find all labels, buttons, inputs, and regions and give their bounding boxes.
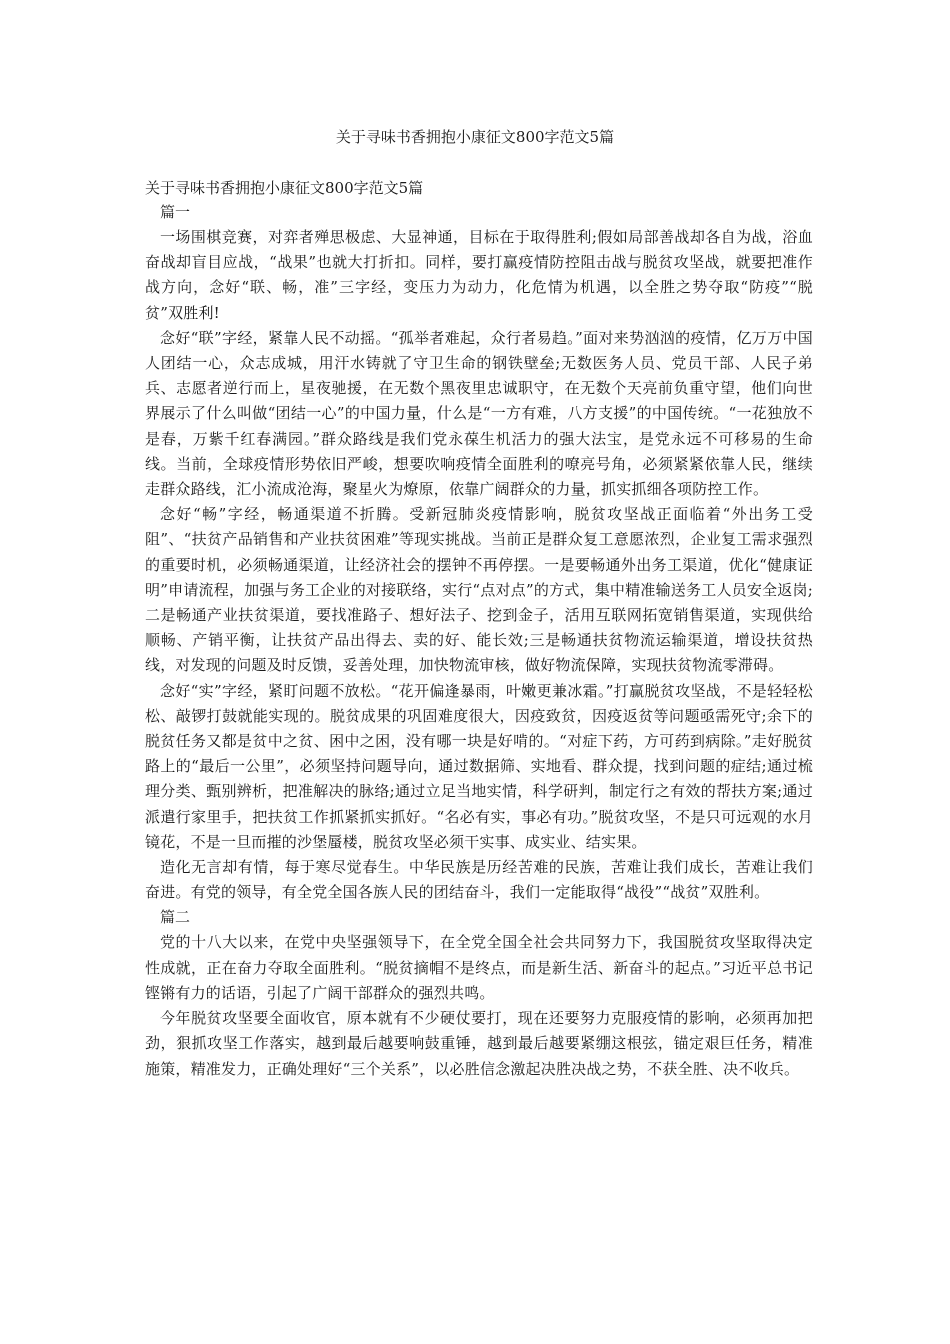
- paragraph: 念好“实”字经，紧盯问题不放松。“花开偏逢暴雨，叶嫩更兼冰霜。”打赢脱贫攻坚战，不是轻轻松松、敲锣打鼓就能实现的。脱贫成果的巩固难度很大，因疫致贫，因疫返贫等问题亟需死守;余下的脱贫任务又都是贫中之贫、困中之困，没有哪一块是好啃的。“对症下药，方可药到病除。”走好脱贫路上的“最后一公里”，必须坚持问题导向，通过数据筛、实地看、群众提，找到问题的症结;通过梳理分类、甄别辨析，把准解决的脉络;通过立足当地实情，科学研判，制定行之有效的帮扶方案;通过派遣行家里手，把扶贫工作抓紧抓实抓好。“名必有实，事必有功。”脱贫攻坚，不是只可远观的水月镜花，不是一旦而摧的沙堡蜃楼，脱贫攻坚必须干实事、成实业、结实果。: [145, 681, 813, 851]
- paragraph: 一场围棋竞赛，对弈者殚思极虑、大显神通，目标在于取得胜利;假如局部善战却各自为战，浴血奋战却盲目应战，“战果”也就大打折扣。同样，要打赢疫情防控阻击战与脱贫攻坚战，就要把准作战方向，念好“联、畅，准”三字经，变压力为动力，化危情为机遇，以全胜之势夺取“防疫”“脱贫”双胜利!: [145, 228, 813, 322]
- document-title: 关于寻味书香拥抱小康征文800字范文5篇: [335, 128, 615, 146]
- document-body: [145, 176, 813, 1082]
- section-2: [145, 905, 813, 1081]
- section-2-heading: 篇二: [160, 908, 191, 927]
- paragraph: 念好“畅”字经，畅通渠道不折腾。受新冠肺炎疫情影响，脱贫攻坚战正面临着“外出务工受阻”、“扶贫产品销售和产业扶贫困难”等现实挑战。当前正是群众复工意愿浓烈，企业复工需求强烈的重要时机，必须畅通渠道，让经济社会的摆钟不再停摆。一是要畅通外出务工渠道，优化“健康证明”申请流程，加强与务工企业的对接联络，实行“点对点”的方式，集中精准输送务工人员安全返岗;二是畅通产业扶贫渠道，要找准路子、想好法子、挖到金子，活用互联网拓宽销售渠道，实现供给顺畅、产销平衡，让扶贫产品出得去、卖的好、能长效;三是畅通扶贫物流运输渠道，增设扶贫热线，对发现的问题及时反馈，妥善处理，加快物流审核，做好物流保障，实现扶贫物流零滞碍。: [145, 505, 813, 675]
- paragraph: 念好“联”字经，紧靠人民不动摇。“孤举者难起，众行者易趋。”面对来势汹汹的疫情，亿万万中国人团结一心，众志成城，用汗水铸就了守卫生命的钢铁壁垒;无数医务人员、党员干部、人民子弟兵、志愿者逆行而上，星夜驰援，在无数个黑夜里忠诚职守，在无数个天亮前负重守望，他们向世界展示了什么叫做“团结一心”的中国力量，什么是“一方有难，八方支援”的中国传统。“一花独放不是春，万紫千红春满园。”群众路线是我们党永葆生机活力的强大法宝，是党永远不可移易的生命线。当前，全球疫情形势依旧严峻，想要吹响疫情全面胜利的嘹亮号角，必须紧紧依靠人民，继续走群众路线，汇小流成沧海，聚星火为燎原，依靠广阔群众的力量，抓实抓细各项防控工作。: [145, 328, 813, 499]
- paragraph: 今年脱贫攻坚要全面收官，原本就有不少硬仗要打，现在还要努力克服疫情的影响，必须再加把劲，狠抓攻坚工作落实，越到最后越要响鼓重锤，越到最后越要紧绷这根弦，锚定艰巨任务，精准施策，精准发力，正确处理好“三个关系”，以必胜信念激起决胜决战之势，不获全胜、决不收兵。: [145, 1009, 813, 1078]
- section-1: [145, 200, 813, 905]
- paragraph: 党的十八大以来，在党中央坚强领导下，在全党全国全社会共同努力下，我国脱贫攻坚取得决定性成就，正在奋力夺取全面胜利。“脱贫摘帽不是终点，而是新生活、新奋斗的起点。”习近平总书记铿锵有力的话语，引起了广阔干部群众的强烈共鸣。: [145, 933, 813, 1002]
- document-subtitle: 关于寻味书香拥抱小康征文800字范文5篇: [145, 179, 424, 197]
- paragraph: 造化无言却有情，每于寒尽觉春生。中华民族是历经苦难的民族，苦难让我们成长，苦难让我们奋进。有党的领导，有全党全国各族人民的团结奋斗，我们一定能取得“战役”“战贫”双胜利。: [145, 858, 813, 902]
- section-1-heading: 篇一: [160, 203, 191, 221]
